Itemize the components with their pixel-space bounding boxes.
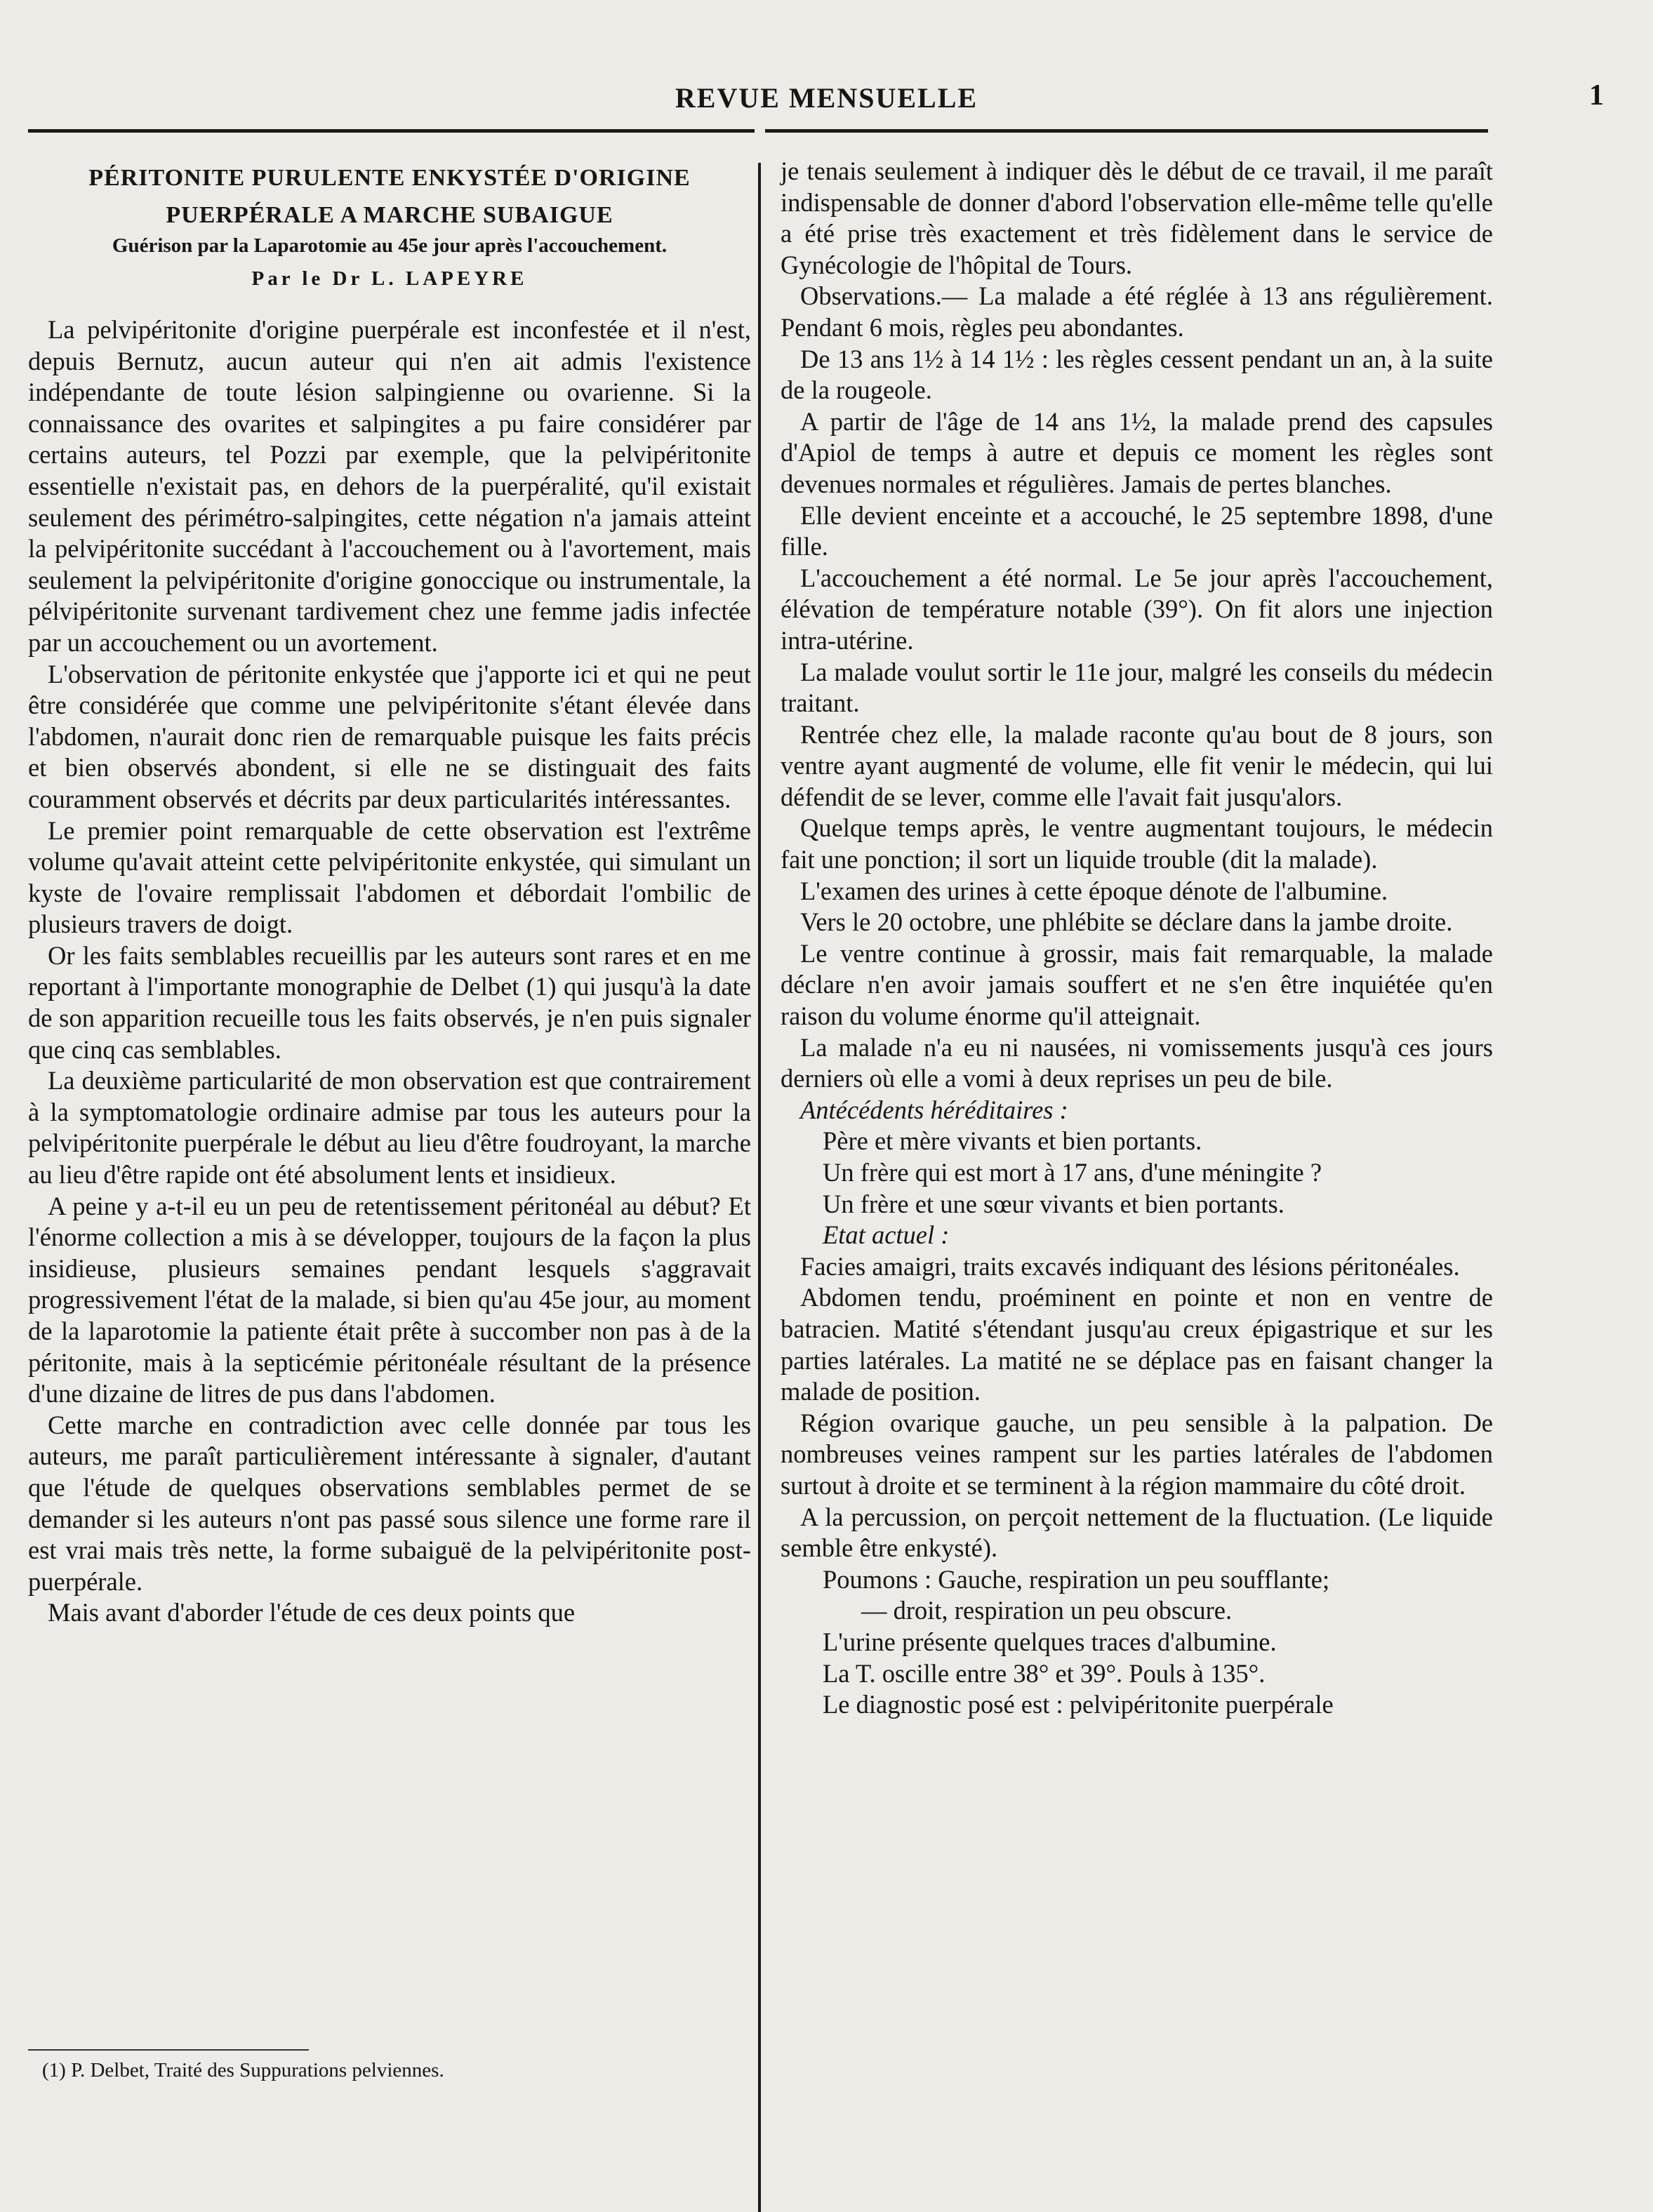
article-subtitle: Guérison par la Laparotomie au 45e jour après l'accouchement.: [112, 234, 668, 257]
paragraph: Le ventre continue à grossir, mais fait remarquable, la malade déclare n'en avoir jamais souffert et ne s'en être inquiétée qu'en raison du volume énorme qu'il atteignait.: [781, 938, 1493, 1031]
running-title: REVUE MENSUELLE: [675, 82, 978, 114]
paragraph: Le premier point remarquable de cette observation est l'extrême volume qu'avait atteint cette pelvipéritonite enkystée, qui simulant un kyste de l'ovaire remplissait l'abdomen et débordait l'ombilic de plusieurs travers de doigt.: [28, 815, 751, 939]
paragraph: Père et mère vivants et bien portants.: [823, 1126, 1202, 1156]
section-heading: Antécédents héréditaires :: [800, 1095, 1068, 1124]
paragraph: Cette marche en contradiction avec celle donnée par tous les auteurs, me paraît particulièrement intéressante à signaler, d'autant que l'étude de quelques observations semblables permet de se demander si les auteurs n'ont pas passé sous silence une forme rare il est vrai mais très nette, la forme subaiguë de la pelvipéritonite post-puerpérale.: [28, 1410, 751, 1596]
column-divider: [758, 163, 761, 2212]
paragraph: A partir de l'âge de 14 ans 1½, la malade prend des capsules d'Apiol de temps à autre et depuis ce moment les règles sont devenues normales et régulières. Jamais de pertes blanches.: [781, 406, 1493, 498]
paragraph: Un frère et une sœur vivants et bien portants.: [823, 1189, 1284, 1218]
header-rule-left: [28, 129, 755, 133]
paragraph: Poumons : Gauche, respiration un peu soufflante;: [823, 1564, 1330, 1594]
paragraph: La deuxième particularité de mon observation est que contrairement à la symptomatologie ordinaire admise par tous les auteurs pour la pelvipéritonite puerpérale le début au lieu d'être foudroyant, la marche au lieu d'être rapide ont été absolument lents et insidieux.: [28, 1066, 751, 1190]
paragraph: L'accouchement a été normal. Le 5e jour après l'accouchement, élévation de température notable (39°). On fit alors une injection intra-utérine.: [781, 563, 1493, 655]
paragraph: Quelque temps après, le ventre augmentant toujours, le médecin fait une ponction; il sort un liquide trouble (dit la malade).: [781, 813, 1493, 874]
article-title-line1: PÉRITONITE PURULENTE ENKYSTÉE D'ORIGINE: [88, 165, 691, 191]
paragraph: L'urine présente quelques traces d'albumine.: [823, 1627, 1277, 1656]
paragraph: Vers le 20 octobre, une phlébite se déclare dans la jambe droite.: [800, 907, 1453, 937]
paragraph: Abdomen tendu, proéminent en pointe et non en ventre de batracien. Matité s'étendant jusqu'au creux épigastrique et sur les parties latérales. La matité ne se déplace pas en faisant changer la malade de position.: [781, 1283, 1493, 1406]
footnote: (1) P. Delbet, Traité des Suppurations pelviennes.: [42, 2059, 444, 2081]
running-head: [28, 73, 1625, 122]
page-number: 1: [1589, 79, 1604, 112]
paragraph: Le diagnostic posé est : pelvipéritonite puerpérale: [823, 1690, 1334, 1719]
right-column: [781, 156, 1493, 1721]
paragraph: Or les faits semblables recueillis par les auteurs sont rares et en me reportant à l'importante monographie de Delbet (1) qui jusqu'à la date de son apparition recueille tous les faits observés, je n'en puis signaler que cinq cas semblables.: [28, 940, 751, 1064]
header-rule-right: [765, 129, 1488, 133]
paragraph: Facies amaigri, traits excavés indiquant des lésions péritonéales.: [800, 1251, 1460, 1281]
paragraph: A peine y a-t-il eu un peu de retentissement péritonéal au début? Et l'énorme collection a mis à se développer, toujours de la façon la plus insidieuse, plusieurs semaines pendant lesquels s'aggravait progressivement l'état de la malade, si bien qu'au 45e jour, au moment de la laparotomie la patiente était prête à succomber non pas à de la péritonite, mais à la septicémie péritonéale résultant de la présence d'une dizaine de litres de pus dans l'abdomen.: [28, 1191, 751, 1408]
paragraph: A la percussion, on perçoit nettement de la fluctuation. (Le liquide semble être enkysté).: [781, 1502, 1493, 1563]
paragraph: La pelvipéritonite d'origine puerpérale est inconfestée et il n'est, depuis Bernutz, aucun auteur qui n'en ait admis l'existence indépendante de toute lésion salpingienne ou ovarienne. Si la connaissance des ovarites et salpingites a pu faire considérer par certains auteurs, tel Pozzi par exemple, que la pelvipéritonite essentielle n'existait pas, en dehors de la puerpéralité, qu'il existait seulement des périmétro-salpingites, cette négation n'a jamais atteint la pelvipéritonite succédant à l'accouchement ou à l'avortement, mais seulement la pelvipéritonite d'origine gonoccique ou instrumentale, la pélvipéritonite survenant tardivement chez une femme jadis infectée par un accouchement ou un avortement.: [28, 315, 751, 657]
paragraph: Région ovarique gauche, un peu sensible à la palpation. De nombreuses veines rampent sur les parties latérales de l'abdomen surtout à droite et se terminent à la région mammaire du côté droit.: [781, 1408, 1493, 1500]
paragraph: Mais avant d'aborder l'étude de ces deux points que: [48, 1598, 576, 1627]
paragraph: je tenais seulement à indiquer dès le début de ce travail, il me paraît indispensable de donner d'abord l'observation elle-même telle qu'elle a été prise très exactement et très fidèlement dans le service de Gynécologie de l'hôpital de Tours.: [781, 156, 1493, 279]
paragraph: Rentrée chez elle, la malade raconte qu'au bout de 8 jours, son ventre ayant augmenté de volume, elle fit venir le médecin, qui lui défendit de se lever, comme elle l'avait fait jusqu'alors.: [781, 719, 1493, 811]
footnote-rule: [28, 2049, 309, 2051]
paragraph: L'examen des urines à cette époque dénote de l'albumine.: [800, 876, 1388, 905]
paragraph: Un frère qui est mort à 17 ans, d'une méningite ?: [823, 1158, 1322, 1187]
paragraph: Elle devient enceinte et a accouché, le 25 septembre 1898, d'une fille.: [781, 500, 1493, 561]
paragraph: La T. oscille entre 38° et 39°. Pouls à 135°.: [823, 1658, 1266, 1688]
paragraph: — droit, respiration un peu obscure.: [861, 1596, 1233, 1625]
left-column: [28, 156, 751, 1629]
paragraph: Observations.— La malade a été réglée à 13 ans régulièrement. Pendant 6 mois, règles peu abondantes.: [781, 281, 1493, 342]
article-title-line2: PUERPÉRALE A MARCHE SUBAIGUE: [166, 202, 613, 228]
paragraph: La malade voulut sortir le 11e jour, malgré les conseils du médecin traitant.: [781, 657, 1493, 718]
section-heading: Etat actuel :: [823, 1220, 950, 1250]
paragraph: L'observation de péritonite enkystée que j'apporte ici et qui ne peut être considérée que comme une pelvipéritonite s'étant élevée dans l'abdomen, n'aurait donc rien de remarquable puisque les faits précis et bien observés abondent, si elle ne se distinguait des faits couramment observés et décrits par deux particularités intéressantes.: [28, 659, 751, 813]
byline: Par le Dr L. LAPEYRE: [251, 267, 528, 290]
paragraph: La malade n'a eu ni nausées, ni vomissements jusqu'à ces jours derniers où elle a vomi à deux reprises un peu de bile.: [781, 1032, 1493, 1093]
paragraph: De 13 ans 1½ à 14 1½ : les règles cessent pendant un an, à la suite de la rougeole.: [781, 344, 1493, 405]
